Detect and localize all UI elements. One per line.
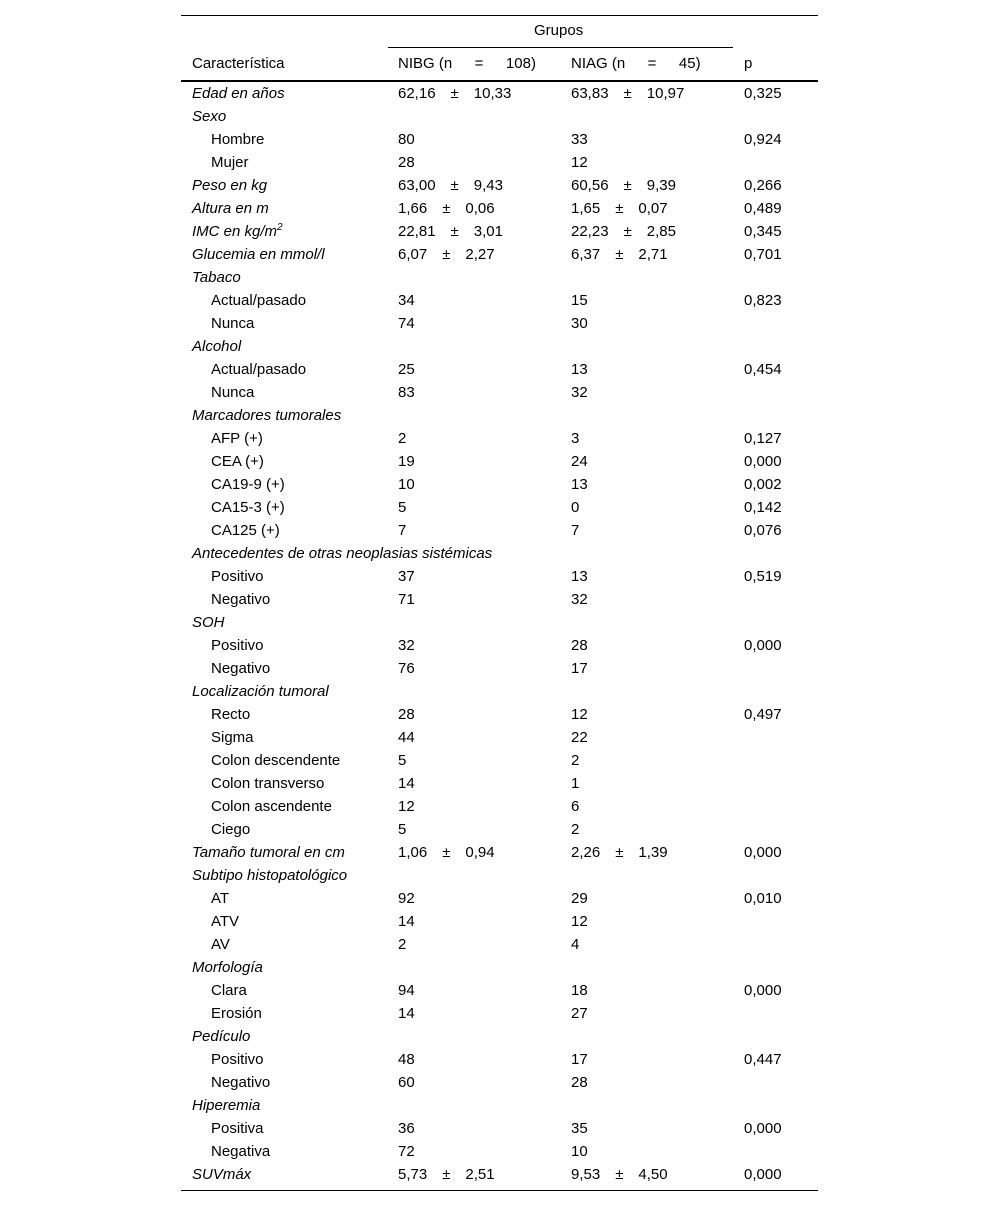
header-bottom-rule [181,80,818,82]
table-row [181,682,818,705]
nibg-value: 14 [398,1005,415,1022]
row-label [192,1166,251,1184]
row-label-text: Ciego [211,821,251,838]
niag-value: 2 [571,821,580,838]
niag-value: 22,23 ± 2,85 [571,223,676,240]
row-label-text: SOH [192,614,225,631]
niag-value: 12 [571,913,588,930]
nibg-value: 12 [398,798,415,815]
row-label [211,522,280,540]
nibg-value: 83 [398,384,415,401]
niag-value: 33 [571,131,588,148]
row-label-text: CEA (+) [211,453,264,470]
table-row [181,291,818,314]
table-row [181,659,818,682]
table-row [181,1004,818,1027]
niag-value: 12 [571,706,588,723]
table-row [181,843,818,866]
row-label [211,1005,262,1023]
nibg-value: 92 [398,890,415,907]
row-label [192,844,345,862]
row-label-text: Positivo [211,1051,264,1068]
row-label [192,959,263,977]
table-row [181,245,818,268]
table-row [181,981,818,1004]
table-row [181,429,818,452]
row-label-text: Hombre [211,131,265,148]
table-row [181,912,818,935]
row-label-text: Localización tumoral [192,683,329,700]
nibg-value: 2 [398,430,407,447]
row-label-text: AFP (+) [211,430,263,447]
row-label-text: CA125 (+) [211,522,280,539]
table-row [181,636,818,659]
niag-value: 22 [571,729,588,746]
table-row [181,383,818,406]
niag-value: 35 [571,1120,588,1137]
table-row [181,590,818,613]
row-label-text: Altura en m [192,200,269,217]
niag-value: 12 [571,154,588,171]
nibg-value: 63,00 ± 9,43 [398,177,503,194]
table-row [181,153,818,176]
table-row [181,130,818,153]
table-row [181,521,818,544]
table-row [181,1165,818,1188]
row-label [211,315,254,333]
row-label [211,131,264,149]
niag-value: 2 [571,752,580,769]
row-label-text: Positiva [211,1120,264,1137]
row-label-text: CA19-9 (+) [211,476,285,493]
row-label-text: SUVmáx [192,1166,252,1183]
table-row [181,360,818,383]
table-row [181,199,818,222]
header-characteristic: Característica [192,55,285,72]
row-label-text: Actual/pasado [211,292,307,309]
niag-value: 1 [571,775,580,792]
row-label [211,752,340,770]
row-label [211,798,332,816]
row-label-text: Positivo [211,637,264,654]
row-label [211,591,270,609]
niag-value: 7 [571,522,580,539]
nibg-value: 72 [398,1143,415,1160]
niag-value: 17 [571,660,588,677]
niag-value: 13 [571,361,588,378]
row-label-text: Mujer [211,154,249,171]
nibg-value: 71 [398,591,415,608]
nibg-value: 48 [398,1051,415,1068]
nibg-value: 5 [398,499,407,516]
niag-value: 3 [571,430,580,447]
table-row [181,1073,818,1096]
row-label-text: AT [211,890,230,907]
row-label [211,361,306,379]
table-body [181,84,818,1188]
nibg-value: 28 [398,706,415,723]
niag-value: 17 [571,1051,588,1068]
row-label [211,706,250,724]
nibg-value: 74 [398,315,415,332]
nibg-value: 5 [398,752,407,769]
header-nibg: NIBG (n = 108) [398,55,536,72]
p-value: 0,345 [744,223,782,240]
row-label-text: Subtipo histopatológico [192,867,348,884]
table-row [181,935,818,958]
table-row [181,475,818,498]
row-label-text: Colon transverso [211,775,325,792]
row-label-text: IMC en kg/m [192,223,278,240]
niag-value: 1,65 ± 0,07 [571,200,668,217]
table-row [181,567,818,590]
table-row [181,728,818,751]
row-label [192,177,267,195]
p-value: 0,497 [744,706,782,723]
niag-value: 32 [571,591,588,608]
p-value: 0,447 [744,1051,782,1068]
nibg-value: 1,66 ± 0,06 [398,200,495,217]
p-value: 0,076 [744,522,782,539]
row-label [211,660,270,678]
table-bottom-rule [181,1190,818,1191]
nibg-value: 76 [398,660,415,677]
table-row [181,337,818,360]
nibg-value: 10 [398,476,415,493]
row-label-text: Sexo [192,108,227,125]
p-value: 0,519 [744,568,782,585]
nibg-value: 37 [398,568,415,585]
table-row [181,452,818,475]
row-label-text: Antecedentes de otras neoplasias sistémicas [192,545,493,562]
table-row [181,268,818,291]
table-row [181,1027,818,1050]
row-label [192,867,347,885]
header-p: p [744,55,753,72]
row-label [192,1097,260,1115]
nibg-value: 34 [398,292,415,309]
row-label [211,982,247,1000]
groups-underline [388,47,733,48]
row-label-text: Tabaco [192,269,241,286]
row-label-text: Erosión [211,1005,262,1022]
row-label [192,614,225,632]
row-label [211,384,254,402]
p-value: 0,002 [744,476,782,493]
row-label-text: Hiperemia [192,1097,261,1114]
row-label [192,269,241,287]
row-label [211,936,230,954]
nibg-value: 62,16 ± 10,33 [398,85,512,102]
row-label-text: Nunca [211,315,255,332]
row-label-text: Negativo [211,660,271,677]
header-niag: NIAG (n = 45) [571,55,701,72]
p-value: 0,010 [744,890,782,907]
row-label-text: Negativo [211,1074,271,1091]
row-label [211,775,324,793]
p-value: 0,000 [744,453,782,470]
nibg-value: 1,06 ± 0,94 [398,844,495,861]
row-label-text: Colon ascendente [211,798,332,815]
row-label-text: ATV [211,913,240,930]
niag-value: 9,53 ± 4,50 [571,1166,668,1183]
row-label-text: Edad en años [192,85,285,102]
niag-value: 4 [571,936,580,953]
p-value: 0,924 [744,131,782,148]
table-row [181,1050,818,1073]
row-label-text: Recto [211,706,251,723]
niag-value: 18 [571,982,588,999]
row-label [211,476,285,494]
row-label [211,913,239,931]
row-label [211,292,306,310]
table-row [181,820,818,843]
row-label-text: Pedículo [192,1028,251,1045]
nibg-value: 60 [398,1074,415,1091]
table-row [181,889,818,912]
p-value: 0,701 [744,246,782,263]
niag-value: 63,83 ± 10,97 [571,85,685,102]
row-label [211,1051,264,1069]
p-value: 0,823 [744,292,782,309]
table-top-rule [181,15,818,16]
niag-value: 28 [571,637,588,654]
niag-value: 60,56 ± 9,39 [571,177,676,194]
row-label-superscript: 2 [277,222,283,233]
table-row [181,797,818,820]
nibg-value: 28 [398,154,415,171]
row-label [192,338,241,356]
p-value: 0,127 [744,430,782,447]
nibg-value: 19 [398,453,415,470]
row-label-text: CA15-3 (+) [211,499,285,516]
row-label [211,568,264,586]
table-row [181,705,818,728]
row-label [211,154,249,172]
row-label [211,453,264,471]
niag-value: 28 [571,1074,588,1091]
table-row [181,406,818,429]
niag-value: 32 [571,384,588,401]
nibg-value: 14 [398,913,415,930]
row-label-text: Alcohol [192,338,242,355]
table-row [181,958,818,981]
row-label [192,1028,250,1046]
niag-value: 0 [571,499,580,516]
nibg-value: 22,81 ± 3,01 [398,223,503,240]
row-label-text: Sigma [211,729,254,746]
row-label [192,683,329,701]
row-label [211,1120,264,1138]
table-row [181,613,818,636]
row-label-text: Actual/pasado [211,361,307,378]
p-value: 0,266 [744,177,782,194]
nibg-value: 5 [398,821,407,838]
niag-value: 24 [571,453,588,470]
row-label-text: Clara [211,982,247,999]
row-label [211,821,250,839]
niag-value: 29 [571,890,588,907]
table-row [181,1142,818,1165]
nibg-value: 2 [398,936,407,953]
nibg-value: 32 [398,637,415,654]
niag-value: 10 [571,1143,588,1160]
table-row [181,1096,818,1119]
p-value: 0,000 [744,844,782,861]
nibg-value: 7 [398,522,407,539]
nibg-value: 36 [398,1120,415,1137]
p-value: 0,000 [744,637,782,654]
p-value: 0,489 [744,200,782,217]
row-label [192,407,341,425]
row-label [211,1143,270,1161]
table-row [181,751,818,774]
table-row [181,774,818,797]
row-label-text: Glucemia en mmol/l [192,246,325,263]
table-row [181,866,818,889]
p-value: 0,000 [744,982,782,999]
row-label [211,890,229,908]
table-row [181,222,818,245]
row-label [211,1074,270,1092]
table-row [181,498,818,521]
row-label-text: Peso en kg [192,177,268,194]
p-value: 0,325 [744,85,782,102]
row-label-text: Positivo [211,568,264,585]
nibg-value: 14 [398,775,415,792]
niag-value: 13 [571,476,588,493]
row-label [192,200,269,218]
row-label-text: Marcadores tumorales [192,407,342,424]
row-label-text: Nunca [211,384,255,401]
niag-value: 6 [571,798,580,815]
p-value: 0,142 [744,499,782,516]
table-row [181,544,818,567]
row-label-text: Tamaño tumoral en cm [192,844,345,861]
row-label-text: Negativa [211,1143,271,1160]
table-row [181,1119,818,1142]
row-label [192,223,283,241]
nibg-value: 44 [398,729,415,746]
row-label [192,545,492,563]
p-value: 0,000 [744,1166,782,1183]
row-label [192,246,325,264]
table-row [181,107,818,130]
row-label-text: Colon descendente [211,752,341,769]
niag-value: 27 [571,1005,588,1022]
table-row [181,176,818,199]
header-groups: Grupos [534,22,584,39]
row-label-text: Morfología [192,959,263,976]
p-value: 0,454 [744,361,782,378]
nibg-value: 94 [398,982,415,999]
nibg-value: 5,73 ± 2,51 [398,1166,495,1183]
niag-value: 2,26 ± 1,39 [571,844,668,861]
nibg-value: 6,07 ± 2,27 [398,246,495,263]
row-label [211,499,285,517]
row-label [211,637,264,655]
row-label [211,430,263,448]
niag-value: 30 [571,315,588,332]
table-row [181,84,818,107]
row-label [211,729,254,747]
row-label-text: Negativo [211,591,271,608]
p-value: 0,000 [744,1120,782,1137]
nibg-value: 80 [398,131,415,148]
niag-value: 15 [571,292,588,309]
row-label-text: AV [211,936,230,953]
row-label [192,85,285,103]
row-label [192,108,226,126]
niag-value: 6,37 ± 2,71 [571,246,668,263]
niag-value: 13 [571,568,588,585]
nibg-value: 25 [398,361,415,378]
table-row [181,314,818,337]
